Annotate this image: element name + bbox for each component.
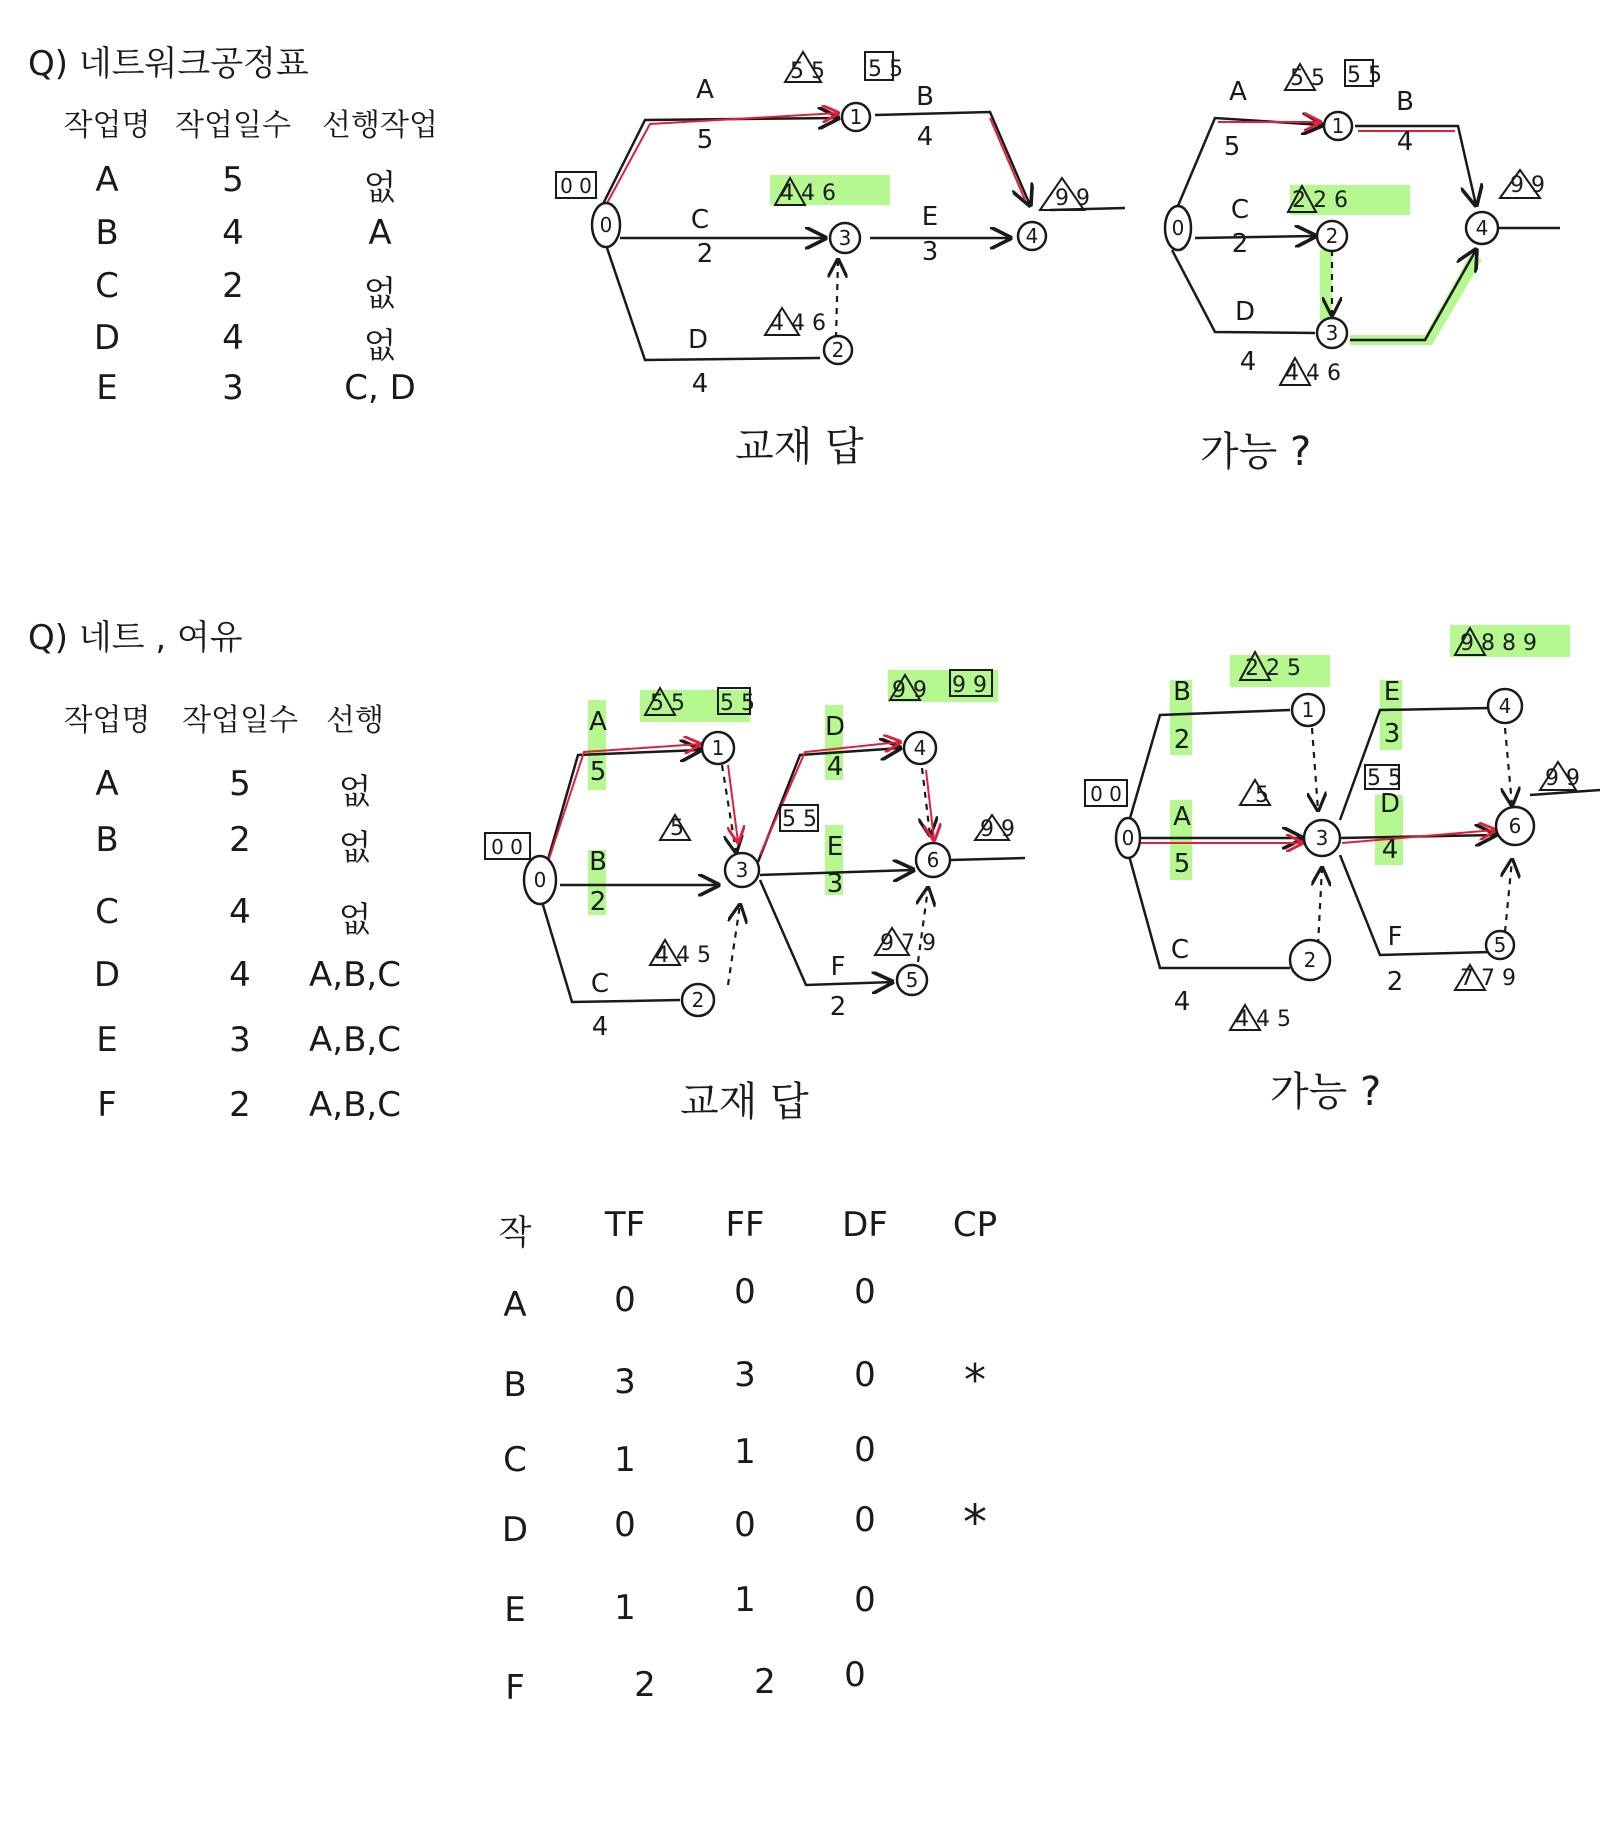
node-1-label: 1: [1301, 698, 1315, 722]
time-node-6: 9 9: [980, 817, 1015, 842]
time-node-3-est: 5: [670, 816, 684, 841]
edge-label-c: C: [1170, 935, 1190, 965]
p1-header-name: 작업명: [63, 108, 151, 143]
activity-a-arrow: [545, 750, 700, 870]
p1-row-d-days: 4: [222, 318, 244, 358]
edge-label-a: A: [1229, 77, 1247, 107]
p1-row-b-name: B: [95, 213, 119, 253]
p2-row-b-name: B: [95, 820, 119, 860]
p1-row-a-days: 5: [222, 160, 244, 200]
time-node-1: 2 2 5: [1245, 656, 1301, 681]
ft-row-e-job: E: [504, 1590, 526, 1630]
ft-row-f-ff: 2: [754, 1662, 776, 1702]
p1-row-c-days: 2: [222, 266, 244, 306]
ft-row-c-tf: 1: [614, 1440, 636, 1480]
edge-label-a-days: 5: [1173, 849, 1191, 879]
edge-label-d-days: 4: [691, 369, 709, 399]
p2-row-e-days: 3: [229, 1020, 251, 1060]
ft-row-f-job: F: [505, 1668, 525, 1708]
edge-label-a: A: [696, 75, 714, 105]
time-node-5: 7 7 9: [1460, 966, 1516, 991]
diagram-1: [556, 52, 1125, 399]
edge-label-a-days: 5: [1223, 132, 1241, 162]
p1-header-days: 작업일수: [175, 108, 291, 143]
activity-c-arrow: [1128, 852, 1290, 968]
ft-row-d-ff: 0: [734, 1505, 756, 1545]
time-node-4: 9 9: [1055, 186, 1090, 211]
ft-header-ff: FF: [725, 1205, 765, 1245]
time-node-3-est: 4 4 6: [780, 181, 836, 206]
edge-label-e-days: 3: [1383, 719, 1401, 749]
ft-row-f-tf: 2: [634, 1665, 656, 1705]
ft-row-d-tf: 0: [614, 1505, 636, 1545]
dummy-arrow: [1312, 728, 1318, 810]
caption-possible-2: 가능 ?: [1270, 1069, 1382, 1115]
p1-row-b-days: 4: [222, 213, 244, 253]
p2-row-f-pred: A,B,C: [309, 1085, 401, 1125]
time-node-1-est: 5 5: [790, 59, 825, 84]
time-node-4-lst: 9 9: [952, 673, 987, 698]
time-node-1-est: 5 5: [650, 691, 685, 716]
node-4-label: 4: [1498, 694, 1512, 718]
problem1-title: Q) 네트워크공정표: [28, 44, 309, 84]
critical-path-a: [548, 744, 700, 862]
edge-label-b: B: [1173, 677, 1191, 707]
node-3-label: 3: [735, 858, 749, 882]
p2-row-d-pred: A,B,C: [309, 955, 401, 995]
node-0-label: 0: [599, 213, 613, 237]
edge-label-f: F: [1387, 922, 1403, 952]
edge-label-f: F: [830, 952, 846, 982]
edge-label-b-days: 4: [916, 122, 934, 152]
ft-row-b-tf: 3: [614, 1362, 636, 1402]
ft-row-b-df: 0: [854, 1355, 876, 1395]
edge-label-d: D: [687, 325, 709, 355]
edge-label-f-days: 2: [829, 992, 847, 1022]
edge-label-e: E: [921, 202, 939, 232]
p2-row-f-name: F: [97, 1085, 117, 1125]
edge-label-c: C: [590, 969, 610, 999]
activity-c-arrow: [1195, 236, 1315, 238]
edge-label-d-days: 4: [826, 752, 844, 782]
edge-label-d: D: [1234, 297, 1256, 327]
dummy-arrow: [728, 905, 740, 985]
node-3-label: 3: [1325, 321, 1339, 345]
time-node-1-lst: 5 5: [1347, 63, 1382, 88]
edge-label-d-days: 4: [1381, 835, 1399, 865]
diagram-4: [1085, 625, 1600, 1032]
p2-row-f-days: 2: [229, 1085, 251, 1125]
node-2-label: 2: [1303, 948, 1317, 972]
edge-label-d: D: [824, 712, 846, 742]
p2-header-pred: 선행: [326, 703, 384, 738]
ft-row-c-job: C: [503, 1440, 527, 1480]
time-node-5: 9 7 9: [880, 931, 936, 956]
ft-row-e-df: 0: [854, 1580, 876, 1620]
edge-label-b: B: [916, 82, 934, 112]
ft-row-a-job: A: [503, 1285, 527, 1325]
time-node-3-lst: 5 5: [1367, 766, 1402, 791]
ft-row-b-job: B: [503, 1365, 527, 1405]
ft-row-e-tf: 1: [614, 1588, 636, 1628]
time-node-6: 9 9: [1545, 766, 1580, 791]
p2-row-a-pred: 없: [338, 772, 372, 812]
edge-label-b: B: [1396, 87, 1414, 117]
caption-textbook-1: 교재 답: [735, 424, 864, 470]
time-node-2-est: 4 4 6: [770, 311, 826, 336]
edge-label-c: C: [690, 205, 710, 235]
p2-row-d-name: D: [93, 955, 121, 995]
edge-label-e: E: [826, 832, 844, 862]
node-6-label: 6: [1508, 814, 1522, 838]
ft-row-d-cp: *: [963, 1495, 987, 1551]
p2-row-e-name: E: [96, 1020, 118, 1060]
p1-row-d-name: D: [93, 318, 121, 358]
time-node-4: 9 8 8 9: [1460, 631, 1537, 656]
p1-row-d-pred: 없: [363, 326, 397, 366]
ft-row-a-tf: 0: [614, 1280, 636, 1320]
p1-row-a-name: A: [95, 160, 119, 200]
dummy-arrow: [836, 260, 838, 338]
caption-textbook-2: 교재 답: [680, 1079, 809, 1125]
node-0-label: 0: [1171, 216, 1185, 240]
time-node-1-est: 5 5: [1290, 66, 1325, 91]
ft-header-job: 작: [498, 1213, 532, 1253]
critical-path-dummy: [728, 765, 738, 842]
node-2-label: 2: [691, 988, 705, 1012]
edge-label-c-days: 2: [696, 239, 714, 269]
node-4-label: 4: [913, 736, 927, 760]
node-3-label: 3: [838, 226, 852, 250]
edge-label-d-days: 4: [1239, 347, 1257, 377]
p2-row-c-days: 4: [229, 892, 251, 932]
edge-label-a-days: 5: [589, 757, 607, 787]
edge-label-e-days: 3: [921, 237, 939, 267]
activity-f-arrow: [1340, 855, 1490, 955]
p2-row-b-pred: 없: [338, 828, 372, 868]
problem2-title: Q) 네트 , 여유: [28, 618, 243, 658]
edge-label-f-days: 2: [1386, 967, 1404, 997]
time-node-1-lst: 5 5: [720, 691, 755, 716]
p1-row-e-pred: C, D: [344, 368, 416, 408]
highlight: [1350, 255, 1482, 345]
start-box-label: 0 0: [1090, 782, 1122, 806]
p2-row-b-days: 2: [229, 820, 251, 860]
p2-row-c-pred: 없: [338, 900, 372, 940]
dummy-arrow: [1505, 860, 1512, 932]
edge-label-c-days: 2: [1231, 229, 1249, 259]
time-node-2: 4 4 5: [1235, 1007, 1291, 1032]
edge-label-c: C: [1230, 195, 1250, 225]
ft-row-c-ff: 1: [734, 1432, 756, 1472]
p1-row-b-pred: A: [368, 213, 392, 253]
node-5-label: 5: [1493, 933, 1507, 957]
time-node-2: 4 4 5: [655, 943, 711, 968]
critical-path-b: [990, 118, 1025, 200]
edge-label-b-days: 2: [1173, 725, 1191, 755]
p1-row-e-days: 3: [222, 368, 244, 408]
time-node-4: 9 9: [1510, 173, 1545, 198]
p2-header-days: 작업일수: [182, 703, 298, 738]
edge-label-b-days: 4: [1396, 127, 1414, 157]
p1-row-c-name: C: [95, 266, 119, 306]
edge-label-e-days: 3: [826, 869, 844, 899]
edge-label-a: A: [1173, 802, 1191, 832]
node-1-label: 1: [849, 105, 863, 129]
p2-row-a-name: A: [95, 764, 119, 804]
p2-row-e-pred: A,B,C: [309, 1020, 401, 1060]
node-4-label: 4: [1025, 224, 1039, 248]
ft-row-b-ff: 3: [734, 1355, 756, 1395]
p2-row-a-days: 5: [229, 764, 251, 804]
highlight: [1320, 250, 1332, 320]
node-4-label: 4: [1475, 216, 1489, 240]
edge-label-d: D: [1379, 789, 1401, 819]
node-2-label: 2: [1325, 224, 1339, 248]
ft-row-c-df: 0: [854, 1430, 876, 1470]
node-0-label: 0: [533, 868, 547, 892]
ft-row-e-ff: 1: [734, 1580, 756, 1620]
ft-row-d-job: D: [501, 1510, 529, 1550]
edge-label-c-days: 4: [1173, 987, 1191, 1017]
ft-row-a-df: 0: [854, 1272, 876, 1312]
p2-row-d-days: 4: [229, 955, 251, 995]
edge-label-c-days: 4: [591, 1012, 609, 1042]
end-line: [950, 858, 1025, 860]
edge-label-a-days: 5: [696, 125, 714, 155]
diagram-3: [485, 670, 1025, 1042]
start-box-label: 0 0: [560, 174, 592, 198]
dummy-arrow: [1318, 868, 1322, 945]
p1-header-pred: 선행작업: [322, 108, 438, 143]
edge-label-a: A: [589, 707, 607, 737]
time-node-2: 2 2 6: [1292, 188, 1348, 213]
ft-header-cp: CP: [952, 1205, 998, 1245]
p1-row-e-name: E: [96, 368, 118, 408]
activity-e-arrow: [1340, 708, 1490, 820]
edge-label-b-days: 2: [589, 887, 607, 917]
ft-row-a-ff: 0: [734, 1272, 756, 1312]
ft-row-d-df: 0: [854, 1500, 876, 1540]
node-3-label: 3: [1315, 826, 1329, 850]
time-node-3: 4 4 6: [1285, 361, 1341, 386]
edge-label-e: E: [1383, 677, 1401, 707]
node-1-label: 1: [1331, 114, 1345, 138]
node-2-label: 2: [831, 338, 845, 362]
node-6-label: 6: [926, 848, 940, 872]
ft-row-f-df: 0: [844, 1655, 866, 1695]
node-1-label: 1: [711, 736, 725, 760]
ft-header-tf: TF: [604, 1205, 646, 1245]
dummy-arrow: [1505, 728, 1512, 805]
ft-row-b-cp: *: [964, 1355, 986, 1406]
time-node-3-est: 5: [1255, 783, 1269, 808]
start-box-label: 0 0: [491, 835, 523, 859]
p1-row-c-pred: 없: [363, 274, 397, 314]
time-node-3-lst: 5 5: [782, 807, 817, 832]
time-node-4-est: 9 9: [892, 678, 927, 703]
edge-label-b: B: [589, 847, 607, 877]
caption-possible-1: 가능 ?: [1200, 429, 1312, 475]
diagram-2: [1165, 60, 1560, 386]
p2-row-c-name: C: [95, 892, 119, 932]
p1-row-a-pred: 없: [363, 168, 397, 208]
node-5-label: 5: [905, 968, 919, 992]
node-0-label: 0: [1121, 826, 1135, 850]
p2-header-name: 작업명: [63, 703, 151, 738]
time-node-1-lst: 5 5: [868, 57, 903, 82]
ft-header-df: DF: [842, 1205, 888, 1245]
